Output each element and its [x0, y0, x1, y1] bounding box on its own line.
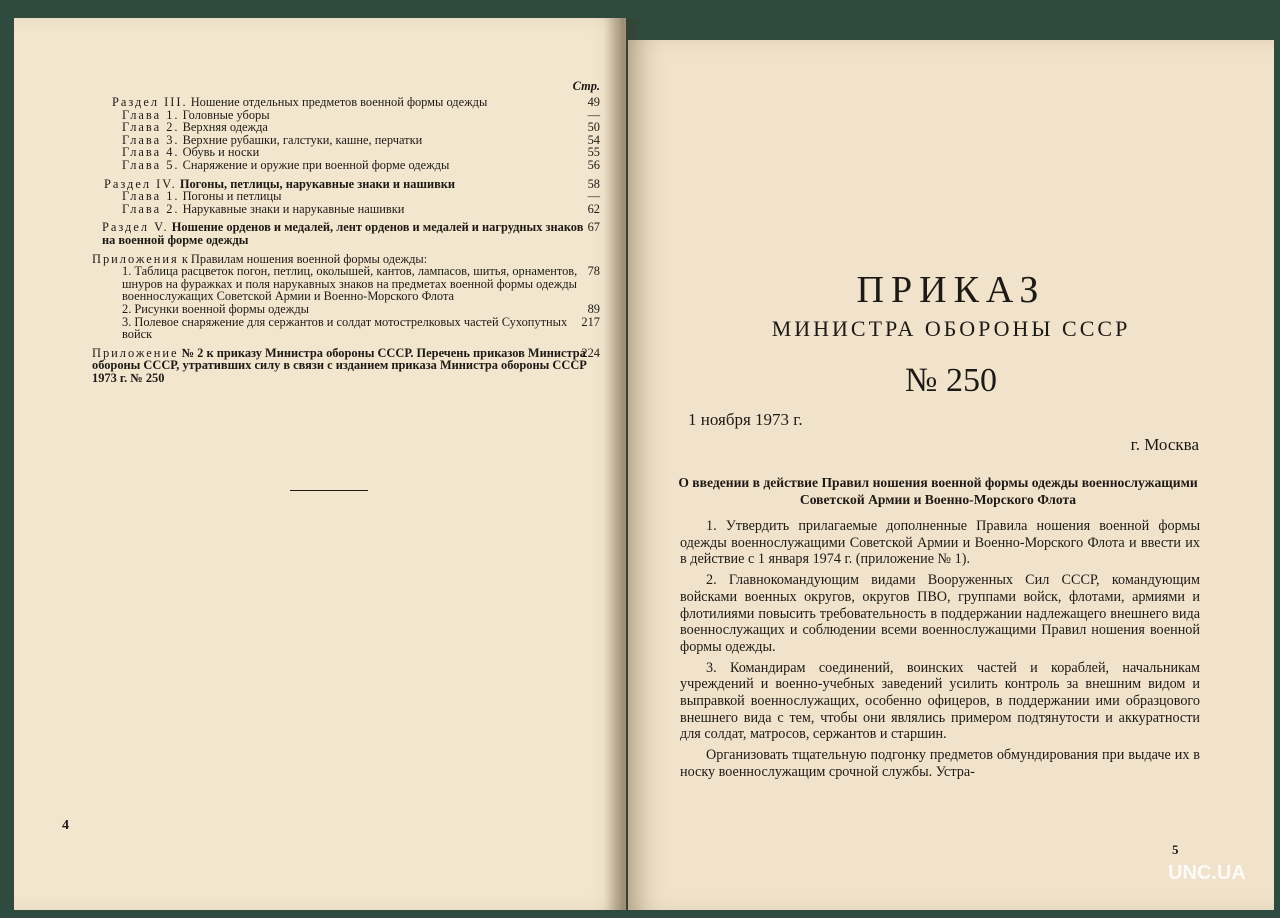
- document-title: ПРИКАЗ: [856, 269, 1046, 311]
- paragraph: 2. Главнокомандующим видами Вооруженных Сил СССР, командующим войсками военных округов, округов ПВО, группами войск, флотами, армиями и флотилиями повысить требовательность в поддержании надлежащего внешнего вида военнослужащих и соблюдении всеми военнослужащими Правил ношения военной формы одежды.: [680, 572, 1200, 655]
- left-page: [14, 18, 626, 910]
- toc-entry: Глава 2. Нарукавные знаки и нарукавные нашивки 62: [122, 201, 600, 216]
- watermark-logo: UNC.UA: [1168, 862, 1246, 884]
- right-page: [628, 40, 1274, 910]
- toc-entry: Глава 1. Головные уборы —: [122, 107, 600, 122]
- toc-entry: Раздел V. Ношение орденов и медалей, лент орденов и медалей и нагрудных знаков на военной форме одежды 67: [102, 220, 600, 247]
- toc-entry: Глава 5. Снаряжение и оружие при военной форме одежды 56: [122, 157, 600, 172]
- page-column-header: Стр.: [572, 79, 600, 93]
- toc-entry: Приложение № 2 к приказу Министра обороны СССР. Перечень приказов Министра обороны СССР, утративших силу в связи с изданием приказа Министра обороны СССР 1973 г. № 250 224: [92, 345, 600, 385]
- divider-rule: [290, 490, 368, 491]
- page-number-left: 4: [62, 818, 69, 833]
- toc-entry: Глава 3. Верхние рубашки, галстуки, кашне, перчатки 54: [122, 132, 600, 147]
- table-of-contents: [92, 79, 600, 385]
- order-number: № 250: [905, 362, 997, 399]
- toc-entry: Раздел IV. Погоны, петлицы, нарукавные знаки и нашивки 58: [104, 176, 600, 191]
- toc-entry: Раздел III. Ношение отдельных предметов военной формы одежды 49: [112, 95, 600, 109]
- toc-entry: 1. Таблица расцветок погон, петлиц, околышей, кантов, лампасов, шитья, орнаментов, шнуров на фуражках и поля нарукавных знаков на предметах военной формы одежды военнослужащих Советской Армии и Военно-Морского Флота 78: [122, 264, 600, 304]
- page-number-right: 5: [1172, 842, 1179, 857]
- paragraph: Организовать тщательную подгонку предметов обмундирования при выдаче их в носку военнослужащим срочной службы. Устра-: [680, 747, 1200, 780]
- order-heading: О введении в действие Правил ношения военной формы одежды военнослужащими Советской Армии и Военно-Морского Флота: [678, 475, 1198, 507]
- toc-entry: 3. Полевое снаряжение для сержантов и солдат мотострелковых частей Сухопутных войск 217: [122, 314, 600, 342]
- paragraph: 3. Командирам соединений, воинских частей и кораблей, начальникам учреждений и военно-учебных заведений усилить контроль за внешним видом и выправкой военнослужащих, особенно офицеров, в поддержании ими образцового внешнего вида с тем, чтобы они являлись примером подтянутости и аккуратности для солдат, матросов, сержантов и старшин.: [680, 659, 1200, 743]
- toc-entry: 2. Рисунки военной формы одежды 89: [122, 301, 600, 316]
- order-body: [680, 518, 1200, 785]
- toc-entry: Глава 2. Верхняя одежда 50: [122, 120, 600, 135]
- order-city: г. Москва: [1130, 435, 1199, 454]
- toc-entry: Глава 4. Обувь и носки 55: [122, 145, 600, 160]
- paragraph: 1. Утвердить прилагаемые дополненные Правила ношения военной формы одежды военнослужащими Советской Армии и Военно-Морского Флота и ввести их в действие с 1 января 1974 г. (приложение № 1).: [680, 518, 1200, 568]
- toc-entry: Приложения к Правилам ношения военной формы одежды:: [92, 251, 428, 266]
- toc-entry: Глава 1. Погоны и петлицы —: [122, 189, 600, 204]
- order-date: 1 ноября 1973 г.: [688, 410, 803, 429]
- document-subtitle: МИНИСТРА ОБОРОНЫ СССР: [771, 316, 1131, 341]
